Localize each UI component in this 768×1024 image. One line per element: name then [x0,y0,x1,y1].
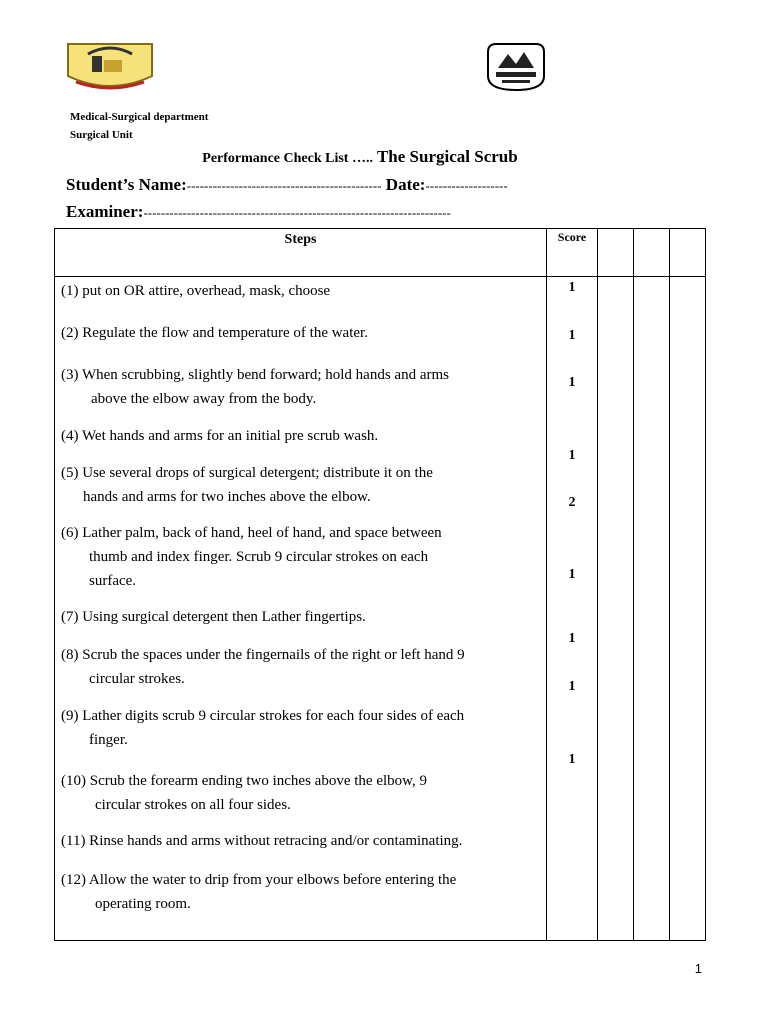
step-1: (1) put on OR attire, overhead, mask, choose [61,283,331,299]
student-date-line [66,175,508,195]
examiner-line [66,202,451,222]
examiner-cell-2 [634,277,670,941]
step-8: (8) Scrub the spaces under the fingernails of the right or left hand 9 circular strokes. [61,647,465,687]
examiner-field: ----------------------------------------------------------------------- [143,205,451,220]
score-cell [547,277,598,941]
step-2: (2) Regulate the flow and temperature of the water. [61,325,368,341]
unit-label: Surgical Unit [70,129,133,141]
score-value: 1 [568,280,576,295]
examiner-column-2 [634,229,670,277]
table-header-row [55,229,706,277]
score-value: 1 [568,448,576,463]
page-title [0,147,720,167]
steps-cell [55,277,547,941]
step-10: (10) Scrub the forearm ending two inches above the elbow, 9 circular strokes on all four sides. [61,773,427,813]
score-value: 1 [568,567,576,582]
score-value: 1 [568,375,576,390]
score-value: 2 [568,495,576,510]
date-field: ------------------- [425,178,508,193]
university-seal [484,42,548,92]
examiner-column-1 [598,229,634,277]
step-6: (6) Lather palm, back of hand, heel of hand, and space between thumb and index finger. Scrub 9 circular strokes on each surface. [61,525,442,589]
steps-header: Steps [55,229,547,277]
examiner-column-3 [670,229,706,277]
step-12: (12) Allow the water to drip from your elbows before entering the operating room. [61,872,457,912]
checklist-table [54,228,706,941]
title-prefix: Performance Check List ….. [202,151,373,166]
examiner-cell-1 [598,277,634,941]
score-value: 1 [568,752,576,767]
student-name-field: --------------------------------------------- [186,178,382,193]
step-3: (3) When scrubbing, slightly bend forward; hold hands and arms above the elbow away from the body. [61,367,449,407]
page-number: 1 [694,961,702,976]
step-5: (5) Use several drops of surgical detergent; distribute it on the hands and arms for two inches above the elbow. [61,465,433,505]
step-11: (11) Rinse hands and arms without retracing and/or contaminating. [61,833,463,849]
step-9: (9) Lather digits scrub 9 circular strokes for each four sides of each finger. [61,708,465,748]
faculty-logo [64,42,156,94]
score-value: 1 [568,679,576,694]
score-header: Score [547,229,598,277]
student-name-label: Student’s Name: [66,175,187,194]
date-label: Date: [381,175,426,194]
score-value: 1 [568,328,576,343]
examiner-label: Examiner: [66,202,144,221]
step-7: (7) Using surgical detergent then Lather fingertips. [61,609,366,625]
table-body-row [55,277,706,941]
examiner-cell-3 [670,277,706,941]
department-label: Medical-Surgical department [70,111,209,123]
score-value: 1 [568,631,576,646]
step-4: (4) Wet hands and arms for an initial pre scrub wash. [61,428,379,444]
title-main: The Surgical Scrub [376,147,518,166]
